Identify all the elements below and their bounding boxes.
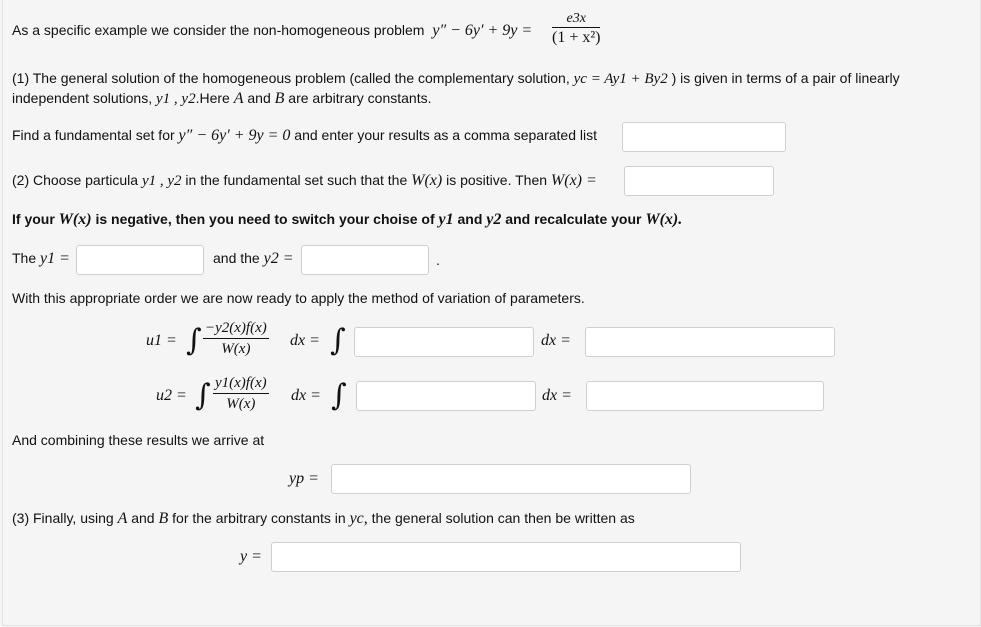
u1-integral-sign: ∫ <box>186 323 202 358</box>
part3-A: A <box>117 510 128 527</box>
y2-input[interactable] <box>301 245 429 275</box>
yp-input[interactable] <box>331 464 691 494</box>
warn-wx2: W(x). <box>645 211 683 228</box>
y-label: y = <box>240 548 262 565</box>
u2-numerator: y1(x)f(x) <box>213 375 269 394</box>
intro-rhs-numerator: e3x <box>552 10 600 28</box>
warn-and: and <box>457 211 483 227</box>
u1-denominator: W(x) <box>221 341 251 357</box>
and-the: and the <box>213 250 260 266</box>
combine-text: And combining these results we arrive at <box>12 432 265 448</box>
intro-fraction <box>552 10 600 47</box>
warn-wx: W(x) <box>58 211 92 228</box>
part3-line <box>12 510 635 528</box>
u2-fraction <box>213 375 269 413</box>
part3-text-b: for the arbitrary constants in <box>172 510 346 526</box>
part2-wx: W(x) <box>411 172 443 189</box>
u2-dx-eq-2: dx = <box>542 387 572 404</box>
warn-c: and recalculate your <box>505 211 642 227</box>
part1-find-a: Find a fundamental set for <box>12 127 175 143</box>
y1-label <box>12 250 70 268</box>
part1-find-line <box>12 127 597 145</box>
part1-and: and <box>247 90 271 106</box>
part1-line2 <box>12 90 431 108</box>
part1-line2-b: .Here <box>195 90 230 106</box>
y2-label <box>213 250 294 268</box>
u1-dx-eq-2: dx = <box>541 332 571 349</box>
the-label: The <box>12 250 37 266</box>
y1-input[interactable] <box>76 245 204 275</box>
part3-text-a: (3) Finally, using <box>12 510 114 526</box>
part2-text-a: (2) Choose particula <box>12 172 139 188</box>
u1-integrand-input[interactable] <box>354 327 534 357</box>
part2-y1y2: y1 , y2 <box>141 173 182 189</box>
part3-and: and <box>131 510 155 526</box>
u1-fraction <box>203 320 269 358</box>
part2-wx-eq: W(x) = <box>550 172 597 189</box>
method-text: With this appropriate order we are now ready to apply the method of variation of parameters. <box>12 290 585 306</box>
part1-yc-expr: yc = Ay1 + By2 <box>573 71 668 87</box>
wronskian-input[interactable] <box>624 166 774 196</box>
part3-text-c: the general solution can then be written as <box>371 510 635 526</box>
u2-integral-sign-2: ∫ <box>331 378 347 413</box>
part1-find-eq: y″ − 6y′ + 9y = 0 <box>178 127 291 144</box>
y1-eq: y1 = <box>40 250 70 267</box>
warn-a: If your <box>12 211 55 227</box>
u2-label: u2 = <box>156 387 187 404</box>
part1-line1 <box>12 70 900 88</box>
part1-find-b: and enter your results as a comma separated list <box>294 127 597 143</box>
u1-integral-sign-2: ∫ <box>330 323 346 358</box>
u2-integrand-input[interactable] <box>356 381 536 411</box>
part1-line2-c: are arbitrary constants. <box>288 90 432 106</box>
warning-line <box>12 211 682 229</box>
part3-yc: yc, <box>349 510 368 527</box>
intro-rhs-denominator: (1 + x²) <box>552 29 601 46</box>
fundamental-set-input[interactable] <box>622 122 786 152</box>
u2-result-input[interactable] <box>586 381 824 411</box>
part1-line2-a: independent solutions, <box>12 90 153 106</box>
part1-A: A <box>233 90 244 107</box>
u1-label: u1 = <box>146 332 177 349</box>
warn-b: is negative, then you need to switch your choise of <box>95 211 435 227</box>
part2-text-c: is positive. Then <box>446 172 548 188</box>
u1-numerator: −y2(x)f(x) <box>203 320 269 339</box>
part3-B: B <box>158 510 169 527</box>
yp-label: yp = <box>289 470 319 487</box>
u1-dx-eq: dx = <box>290 332 320 349</box>
u2-integral-sign: ∫ <box>195 378 211 413</box>
u2-denominator: W(x) <box>226 396 256 412</box>
part2-line <box>12 172 597 190</box>
general-solution-input[interactable] <box>271 542 741 572</box>
warn-y1: y1 <box>438 211 454 228</box>
part2-text-b: in the fundamental set such that the <box>185 172 408 188</box>
part1-text-b: ) is given in terms of a pair of linearly <box>671 70 900 86</box>
u2-dx-eq: dx = <box>291 387 321 404</box>
intro-text: As a specific example we consider the non-homogeneous problem <box>12 22 425 38</box>
part1-B: B <box>274 90 285 107</box>
intro-line <box>12 22 532 40</box>
part1-text-a: (1) The general solution of the homogeneous problem (called the complementary solution, <box>12 70 570 86</box>
intro-ode: y″ − 6y′ + 9y = <box>432 22 533 39</box>
y2-eq: y2 = <box>263 250 294 267</box>
u1-result-input[interactable] <box>585 327 835 357</box>
y2-period: . <box>436 252 440 268</box>
part1-y1y2: y1 , y2 <box>156 91 196 107</box>
warn-y2: y2 <box>486 211 502 228</box>
